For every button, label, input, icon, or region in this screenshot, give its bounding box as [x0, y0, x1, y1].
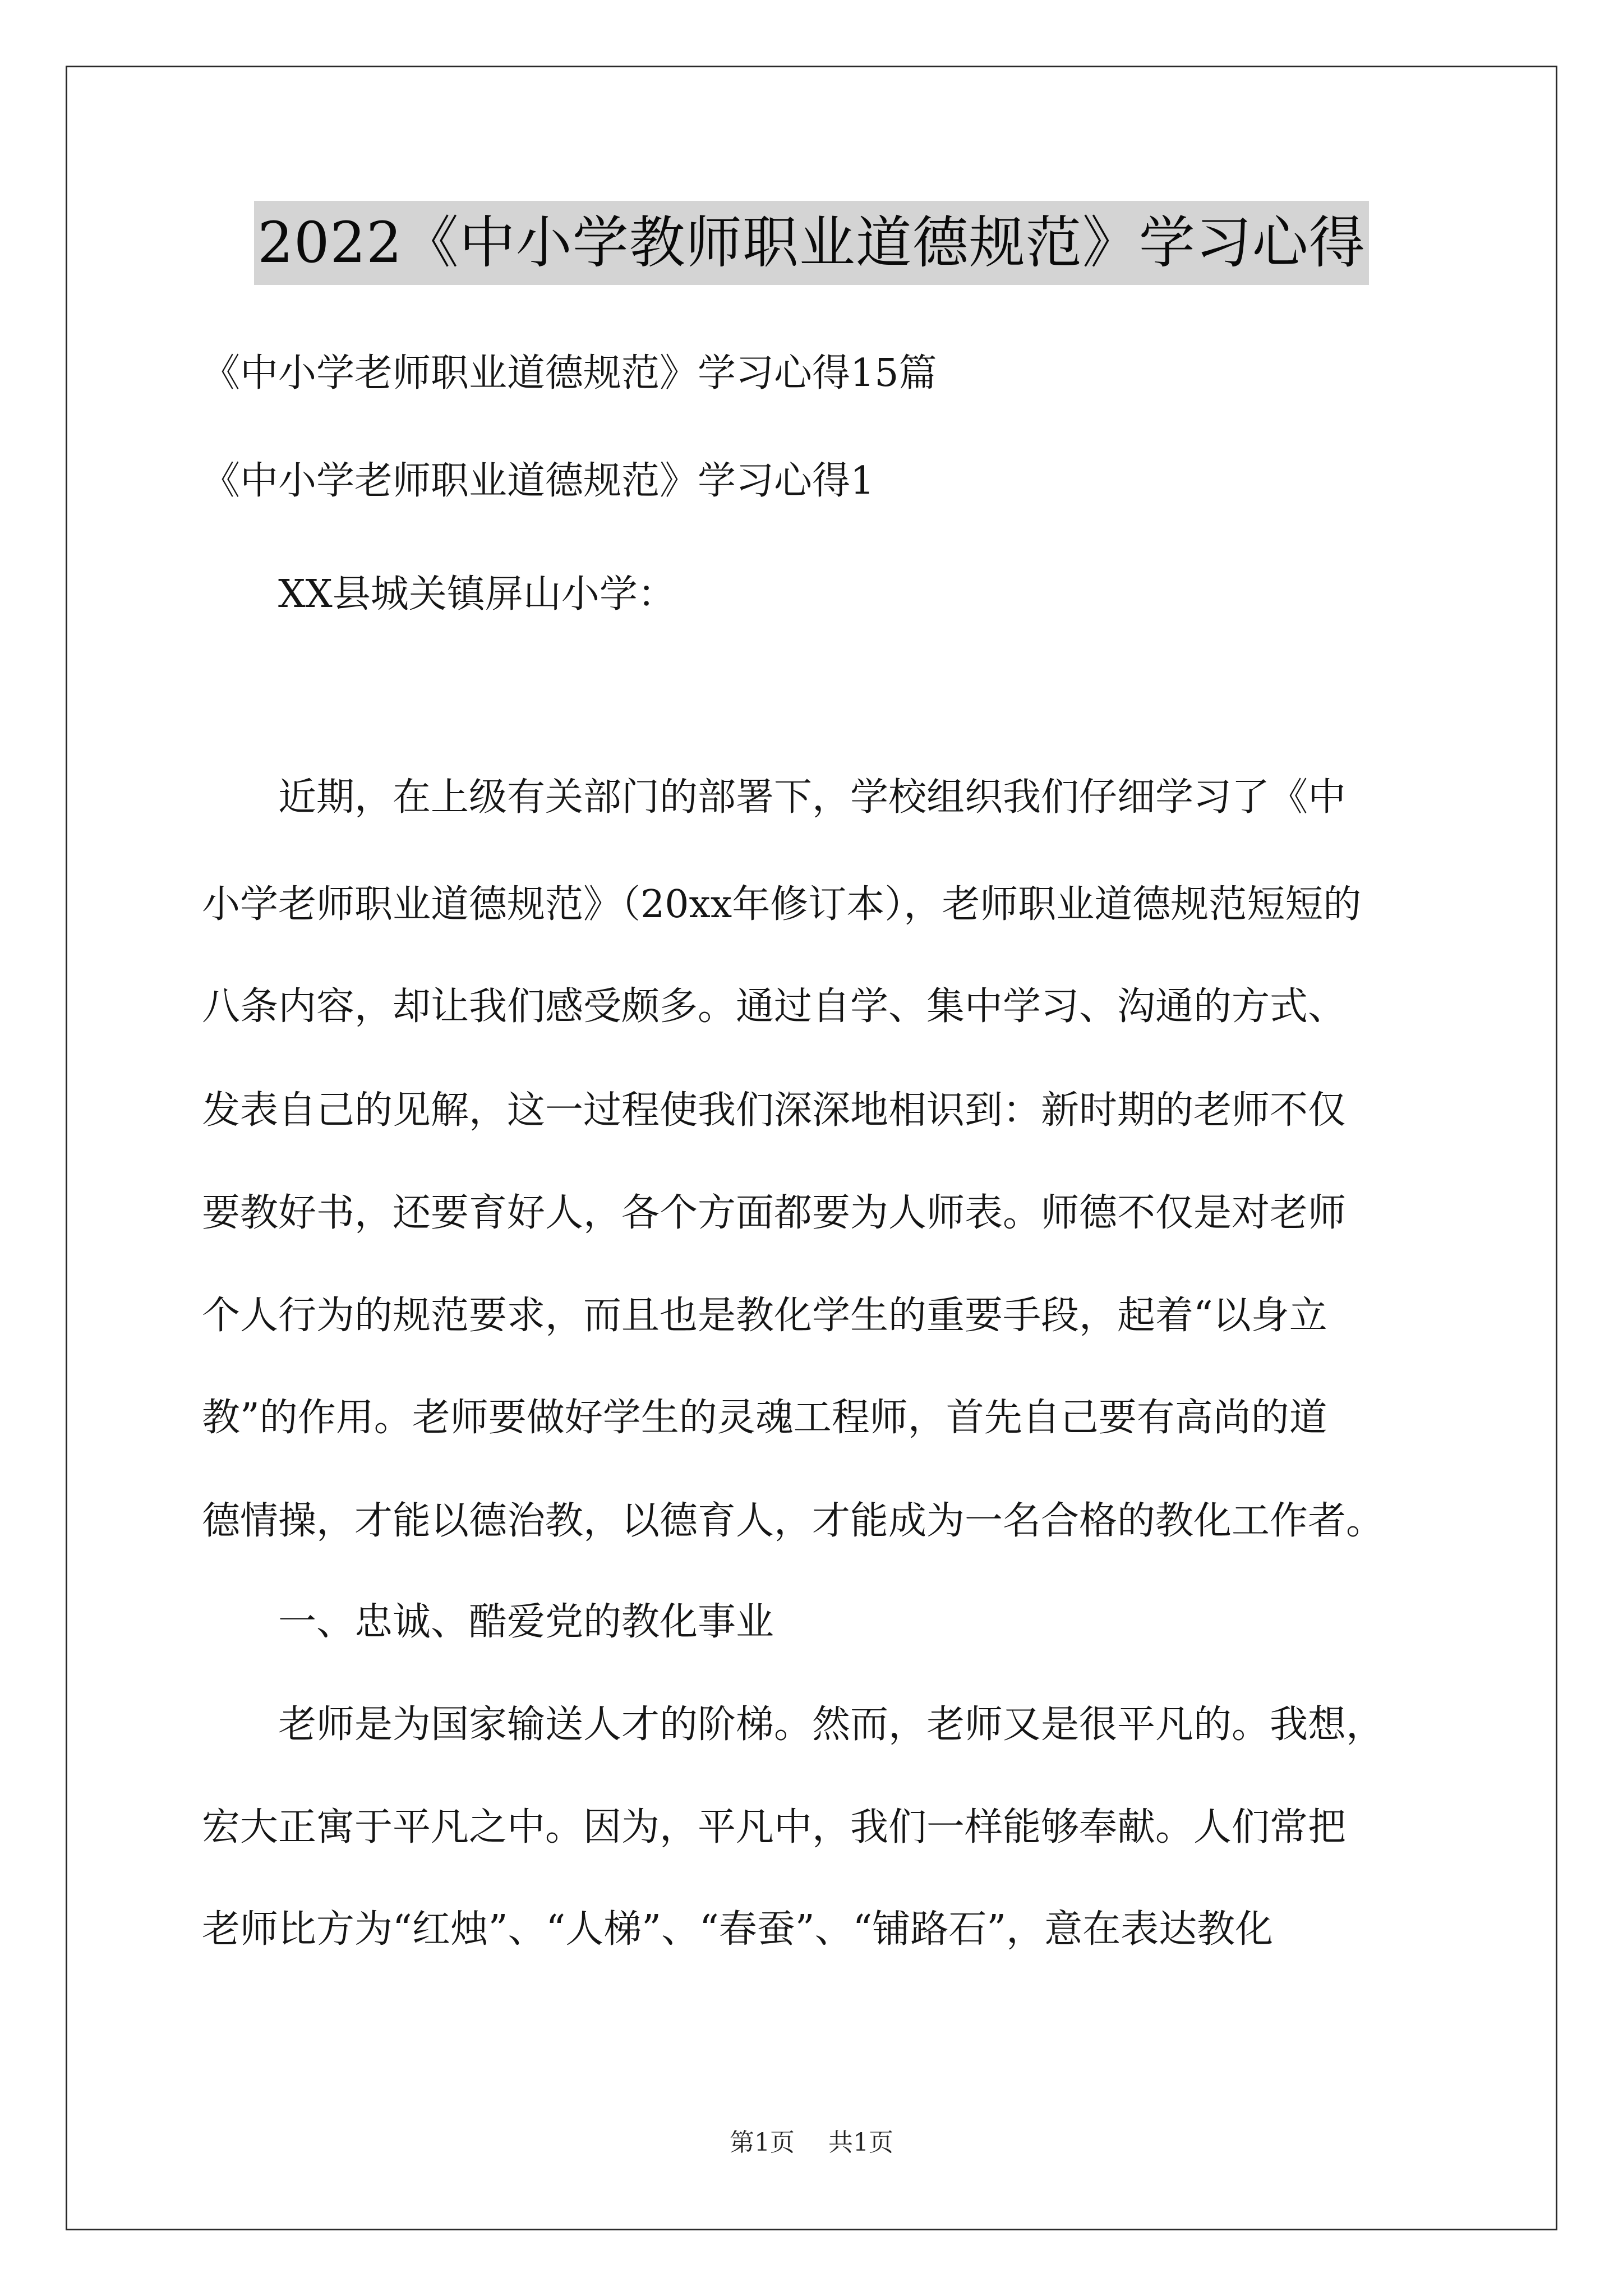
- document-title: 2022《中小学教师职业道德规范》学习心得: [254, 201, 1369, 285]
- section-heading: 一、忠诚、酷爱党的教化事业: [202, 1600, 774, 1644]
- paragraph-line: 德情操，才能以德治教，以德育人，才能成为一名合格的教化工作者。: [202, 1499, 1385, 1543]
- paragraph-line: 老师是为国家输送人才的阶梯。然而，老师又是很平凡的。我想，: [202, 1703, 1385, 1747]
- paragraph-line: 发表自己的见解，这一过程使我们深深地相识到：新时期的老师不仅: [202, 1088, 1347, 1133]
- paragraph-line: 近期，在上级有关部门的部署下，学校组织我们仔细学习了《中: [202, 775, 1347, 820]
- paragraph-line: 要教好书，还要育好人，各个方面都要为人师表。师德不仅是对老师: [202, 1191, 1347, 1235]
- paragraph-line: 教”的作用。老师要做好学生的灵魂工程师，首先自己要有高尚的道: [202, 1396, 1327, 1440]
- title-wrap: [0, 201, 1623, 285]
- paragraph-line: 八条内容，却让我们感受颇多。通过自学、集中学习、沟通的方式、: [202, 984, 1347, 1029]
- page-footer: [0, 2126, 1623, 2160]
- salutation-line: XX县城关镇屏山小学：: [202, 572, 676, 616]
- subtitle-line: 《中小学老师职业道德规范》学习心得15篇: [202, 351, 937, 395]
- page-total: 共1页: [828, 2128, 893, 2157]
- paragraph-line: 小学老师职业道德规范》（20xx年修订本），老师职业道德规范短短的: [202, 882, 1362, 927]
- paragraph-line: 宏大正寓于平凡之中。因为，平凡中，我们一样能够奉献。人们常把: [202, 1805, 1347, 1849]
- page-number: 第1页: [730, 2128, 795, 2157]
- section-heading-line: 《中小学老师职业道德规范》学习心得1: [202, 459, 875, 503]
- paragraph-line: 老师比方为“红烛”、“人梯”、“春蚕”、“铺路石”，意在表达教化: [202, 1907, 1274, 1952]
- paragraph-line: 个人行为的规范要求，而且也是教化学生的重要手段，起着“以身立: [202, 1294, 1327, 1338]
